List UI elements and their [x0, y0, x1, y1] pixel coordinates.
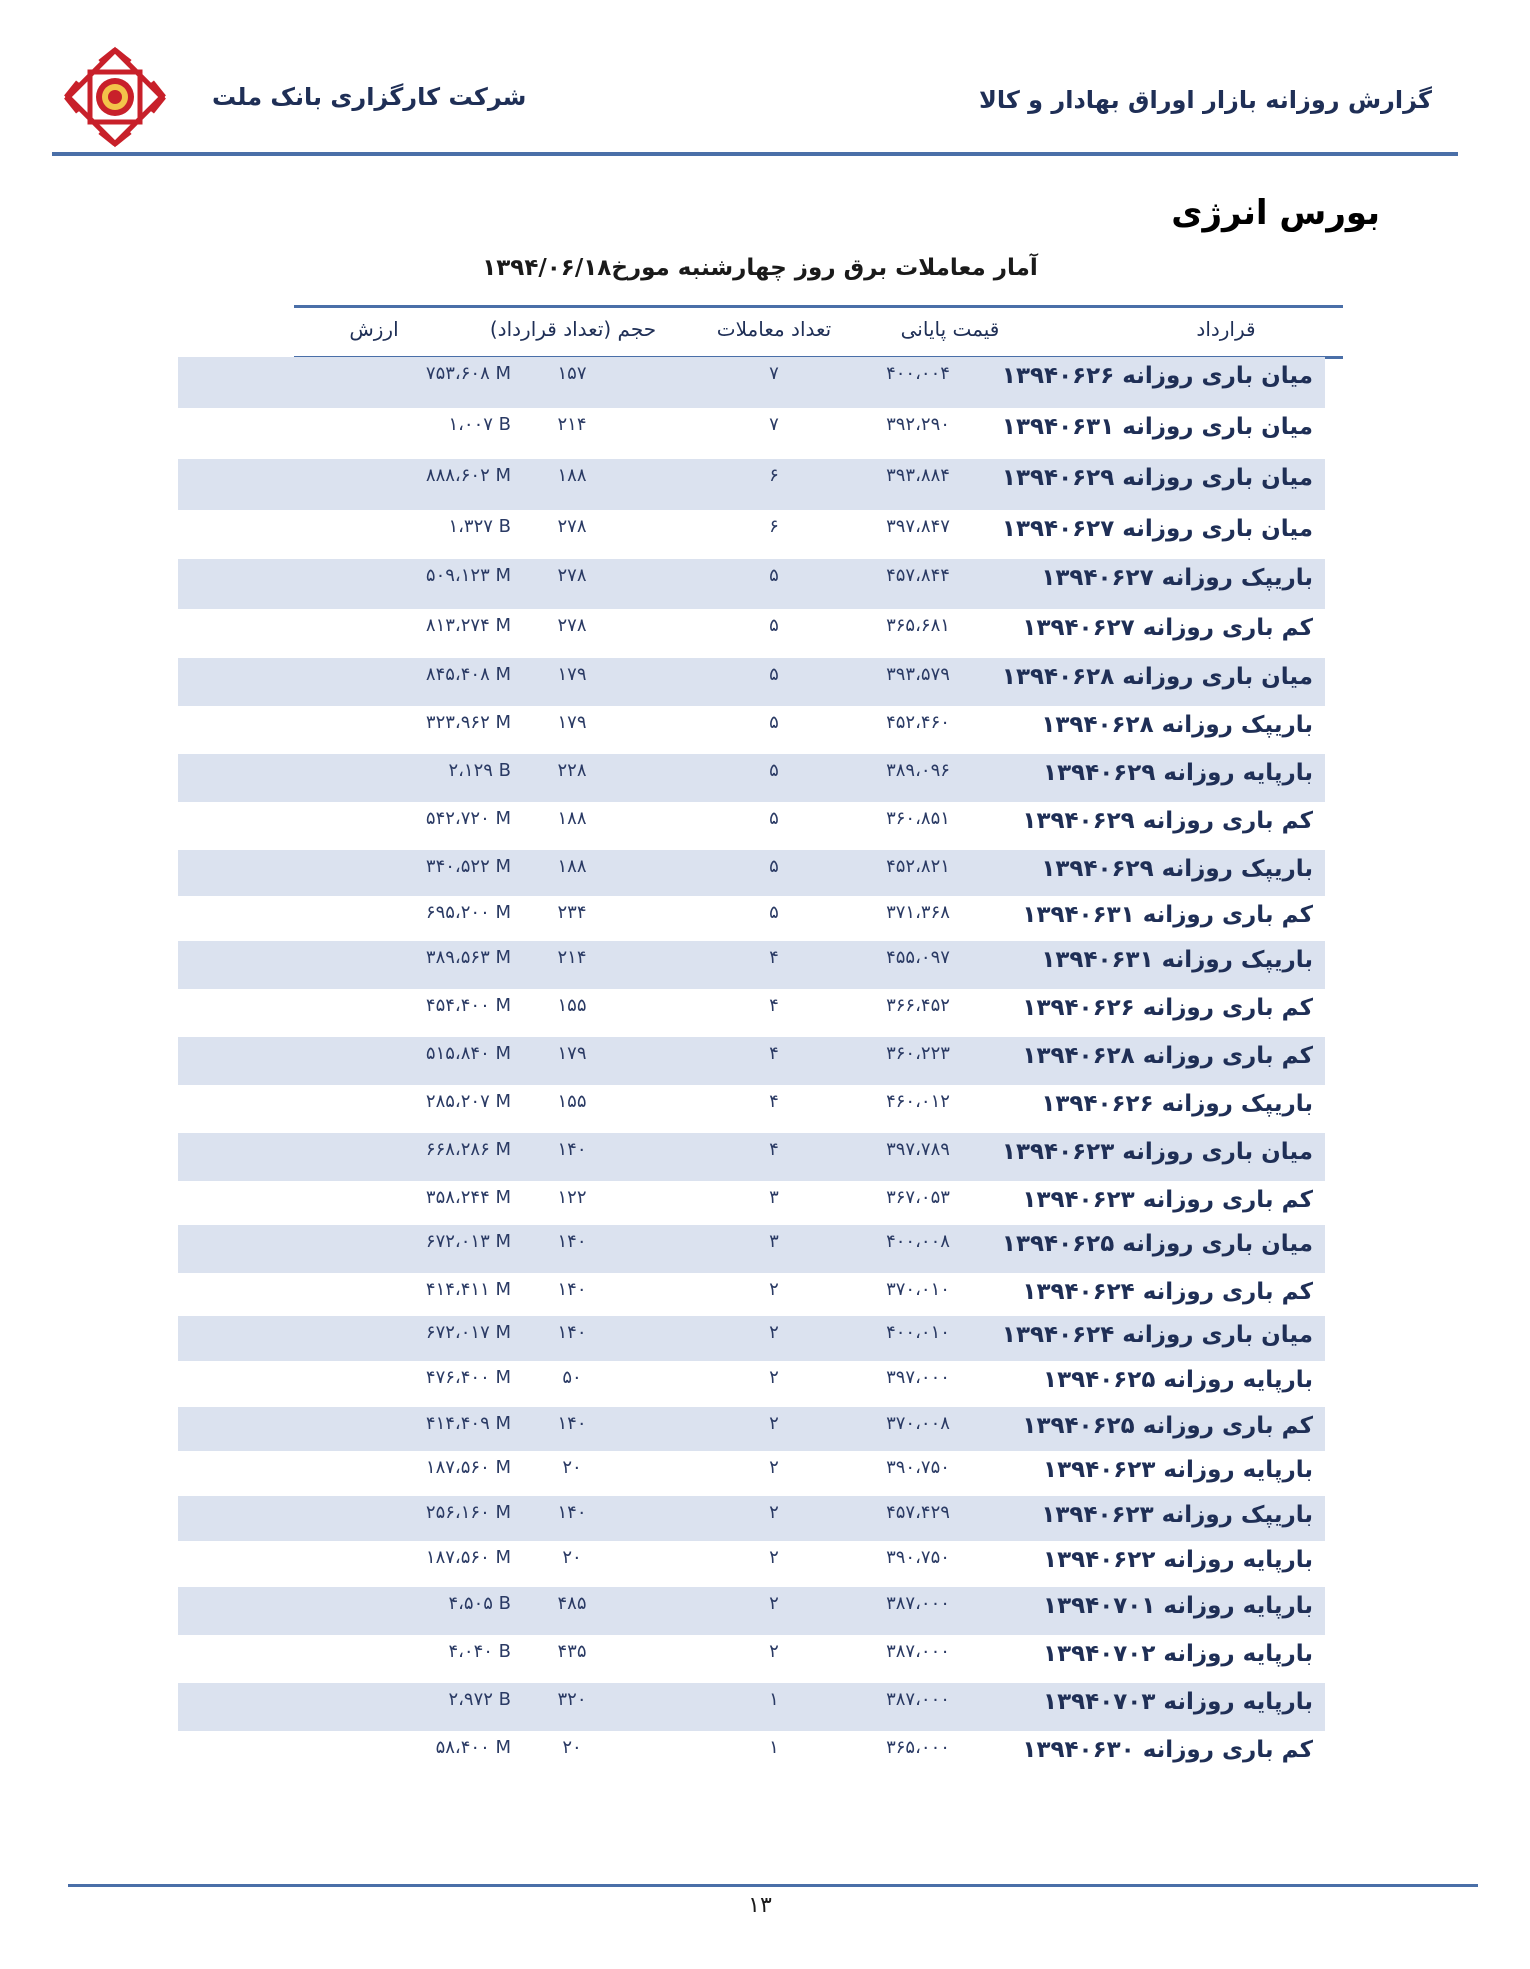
- cell-value: ۴۱۴،۴۰۹ M: [425, 1413, 511, 1434]
- cell-contract: بارپایه روزانه ۱۳۹۴۰۷۰۱: [1043, 1593, 1313, 1619]
- table-row: [178, 754, 1325, 802]
- cell-value: ۴،۰۴۰ B: [448, 1641, 511, 1662]
- cell-final-price: ۳۸۷،۰۰۰: [886, 1641, 950, 1662]
- cell-trade-count: ۵: [769, 565, 779, 586]
- cell-volume: ۱۴۰: [557, 1413, 587, 1434]
- table-caption: آمار معاملات برق روز چهارشنبه مورخ۱۳۹۴/۰۶/۱۸: [482, 255, 1038, 281]
- cell-value: ۵۴۲،۷۲۰ M: [425, 808, 511, 829]
- cell-trade-count: ۲: [769, 1547, 779, 1568]
- report-title: گزارش روزانه بازار اوراق بهادار و کالا: [978, 86, 1432, 114]
- table-row: [178, 609, 1325, 658]
- cell-volume: ۱۷۹: [557, 712, 587, 733]
- cell-contract: باریپک روزانه ۱۳۹۴۰۶۲۹: [1041, 856, 1313, 882]
- cell-contract: بارپایه روزانه ۱۳۹۴۰۶۲۵: [1043, 1367, 1313, 1393]
- cell-value: ۱،۰۰۷ B: [448, 414, 511, 435]
- cell-value: ۸۱۳،۲۷۴ M: [425, 615, 511, 636]
- cell-contract: میان باری روزانه ۱۳۹۴۰۶۲۷: [1001, 516, 1313, 542]
- column-header-trade-count: تعداد معاملات: [716, 317, 832, 341]
- table-row: [178, 357, 1325, 408]
- cell-trade-count: ۵: [769, 856, 779, 877]
- cell-contract: بارپایه روزانه ۱۳۹۴۰۶۲۳: [1043, 1457, 1313, 1483]
- cell-value: ۲۸۵،۲۰۷ M: [425, 1091, 511, 1112]
- cell-trade-count: ۳: [769, 1187, 779, 1208]
- cell-trade-count: ۵: [769, 615, 779, 636]
- cell-final-price: ۳۶۵،۶۸۱: [886, 615, 950, 636]
- table-row: [178, 1085, 1325, 1133]
- cell-contract: باریپک روزانه ۱۳۹۴۰۶۲۳: [1041, 1502, 1313, 1528]
- cell-volume: ۱۲۲: [557, 1187, 587, 1208]
- cell-trade-count: ۵: [769, 760, 779, 781]
- cell-trade-count: ۴: [769, 1091, 779, 1112]
- cell-final-price: ۳۸۷،۰۰۰: [886, 1593, 950, 1614]
- cell-volume: ۲۳۴: [557, 902, 587, 923]
- cell-trade-count: ۲: [769, 1641, 779, 1662]
- table-row: [178, 1587, 1325, 1635]
- cell-contract: کم باری روزانه ۱۳۹۴۰۶۲۴: [1022, 1279, 1313, 1305]
- cell-volume: ۲۱۴: [557, 414, 587, 435]
- cell-final-price: ۳۹۷،۰۰۰: [886, 1367, 950, 1388]
- cell-volume: ۱۸۸: [557, 808, 587, 829]
- cell-value: ۳۲۳،۹۶۲ M: [425, 712, 511, 733]
- cell-final-price: ۳۶۶،۴۵۲: [886, 995, 950, 1016]
- cell-contract: میان باری روزانه ۱۳۹۴۰۶۲۹: [1001, 465, 1313, 491]
- cell-final-price: ۳۹۷،۷۸۹: [886, 1139, 950, 1160]
- cell-trade-count: ۶: [769, 516, 779, 537]
- cell-volume: ۱۴۰: [557, 1322, 587, 1343]
- cell-volume: ۲۰: [562, 1457, 582, 1478]
- cell-trade-count: ۲: [769, 1279, 779, 1300]
- cell-trade-count: ۷: [769, 363, 779, 384]
- cell-contract: کم باری روزانه ۱۳۹۴۰۶۲۳: [1022, 1187, 1313, 1213]
- cell-volume: ۲۷۸: [557, 615, 587, 636]
- column-header-value: ارزش: [349, 317, 399, 341]
- table-row: [178, 1133, 1325, 1181]
- cell-final-price: ۳۶۰،۲۲۳: [886, 1043, 950, 1064]
- cell-value: ۵۰۹،۱۲۳ M: [425, 565, 511, 586]
- cell-trade-count: ۳: [769, 1231, 779, 1252]
- column-header-final-price: قیمت پایانی: [900, 317, 1000, 341]
- cell-trade-count: ۵: [769, 808, 779, 829]
- cell-value: ۴۵۴،۴۰۰ M: [425, 995, 511, 1016]
- cell-volume: ۲۱۴: [557, 947, 587, 968]
- table-row: [178, 1361, 1325, 1407]
- cell-trade-count: ۲: [769, 1413, 779, 1434]
- cell-volume: ۱۴۰: [557, 1502, 587, 1523]
- cell-final-price: ۴۰۰،۰۰۸: [886, 1231, 950, 1252]
- table-row: [178, 1407, 1325, 1451]
- cell-trade-count: ۲: [769, 1593, 779, 1614]
- table-row: [178, 459, 1325, 510]
- cell-contract: کم باری روزانه ۱۳۹۴۰۶۳۰: [1022, 1737, 1313, 1763]
- cell-final-price: ۴۶۰،۰۱۲: [886, 1091, 950, 1112]
- cell-contract: باریپک روزانه ۱۳۹۴۰۶۲۶: [1041, 1091, 1313, 1117]
- table-row: [178, 408, 1325, 459]
- cell-volume: ۵۰: [562, 1367, 582, 1388]
- cell-volume: ۱۸۸: [557, 465, 587, 486]
- cell-contract: کم باری روزانه ۱۳۹۴۰۶۲۹: [1022, 808, 1313, 834]
- cell-volume: ۲۷۸: [557, 565, 587, 586]
- table-row: [178, 1037, 1325, 1085]
- table-row: [178, 559, 1325, 609]
- cell-final-price: ۴۵۷،۸۴۴: [886, 565, 950, 586]
- table-row: [178, 1316, 1325, 1361]
- cell-value: ۲،۱۲۹ B: [448, 760, 511, 781]
- cell-volume: ۲۷۸: [557, 516, 587, 537]
- table-row: [178, 1225, 1325, 1273]
- cell-volume: ۳۲۰: [557, 1689, 587, 1710]
- cell-value: ۱۸۷،۵۶۰ M: [425, 1457, 511, 1478]
- cell-volume: ۱۴۰: [557, 1231, 587, 1252]
- cell-volume: ۱۵۵: [557, 995, 587, 1016]
- cell-value: ۴۱۴،۴۱۱ M: [425, 1279, 511, 1300]
- cell-value: ۴،۵۰۵ B: [448, 1593, 511, 1614]
- column-header-volume: حجم (تعداد قرارداد): [489, 317, 657, 341]
- cell-contract: میان باری روزانه ۱۳۹۴۰۶۲۴: [1001, 1322, 1313, 1348]
- cell-value: ۶۷۲،۰۱۳ M: [425, 1231, 511, 1252]
- cell-final-price: ۳۹۳،۵۷۹: [886, 664, 950, 685]
- cell-volume: ۲۲۸: [557, 760, 587, 781]
- cell-trade-count: ۲: [769, 1457, 779, 1478]
- cell-value: ۸۸۸،۶۰۲ M: [425, 465, 511, 486]
- table-row: [178, 1451, 1325, 1496]
- table-row: [178, 1683, 1325, 1731]
- table-row: [178, 1496, 1325, 1541]
- table-row: [178, 706, 1325, 754]
- cell-value: ۲۵۶،۱۶۰ M: [425, 1502, 511, 1523]
- cell-final-price: ۳۹۰،۷۵۰: [886, 1457, 950, 1478]
- cell-contract: کم باری روزانه ۱۳۹۴۰۶۲۶: [1022, 995, 1313, 1021]
- cell-trade-count: ۴: [769, 995, 779, 1016]
- table-body: [178, 357, 1325, 1780]
- cell-final-price: ۳۶۵،۰۰۰: [886, 1737, 950, 1758]
- cell-final-price: ۴۰۰،۰۱۰: [886, 1322, 950, 1343]
- column-header-contract: قرارداد: [1196, 317, 1256, 341]
- cell-contract: میان باری روزانه ۱۳۹۴۰۶۲۸: [1001, 664, 1313, 690]
- cell-trade-count: ۵: [769, 712, 779, 733]
- cell-contract: کم باری روزانه ۱۳۹۴۰۶۲۵: [1022, 1413, 1313, 1439]
- cell-trade-count: ۵: [769, 902, 779, 923]
- cell-contract: کم باری روزانه ۱۳۹۴۰۶۲۷: [1022, 615, 1313, 641]
- cell-contract: میان باری روزانه ۱۳۹۴۰۶۲۵: [1001, 1231, 1313, 1257]
- cell-contract: بارپایه روزانه ۱۳۹۴۰۶۲۲: [1043, 1547, 1313, 1573]
- cell-trade-count: ۴: [769, 947, 779, 968]
- cell-value: ۲،۹۷۲ B: [448, 1689, 511, 1710]
- cell-trade-count: ۴: [769, 1043, 779, 1064]
- cell-trade-count: ۴: [769, 1139, 779, 1160]
- table-header: [294, 305, 1343, 359]
- cell-final-price: ۴۰۰،۰۰۴: [886, 363, 950, 384]
- table-row: [178, 1731, 1325, 1780]
- table-row: [178, 1635, 1325, 1683]
- table-row: [178, 510, 1325, 559]
- cell-volume: ۲۰: [562, 1547, 582, 1568]
- table-row: [178, 850, 1325, 896]
- cell-trade-count: ۲: [769, 1367, 779, 1388]
- cell-trade-count: ۱: [769, 1737, 779, 1758]
- cell-final-price: ۳۹۳،۸۸۴: [886, 465, 950, 486]
- cell-final-price: ۳۷۱،۳۶۸: [886, 902, 950, 923]
- table-row: [178, 941, 1325, 989]
- cell-final-price: ۳۷۰،۰۱۰: [886, 1279, 950, 1300]
- cell-trade-count: ۲: [769, 1502, 779, 1523]
- cell-value: ۱،۳۲۷ B: [448, 516, 511, 537]
- table-row: [178, 658, 1325, 706]
- table-row: [178, 1273, 1325, 1316]
- cell-value: ۴۷۶،۴۰۰ M: [425, 1367, 511, 1388]
- cell-contract: بارپایه روزانه ۱۳۹۴۰۷۰۳: [1043, 1689, 1313, 1715]
- cell-value: ۶۹۵،۲۰۰ M: [425, 902, 511, 923]
- cell-contract: بارپایه روزانه ۱۳۹۴۰۶۲۹: [1043, 760, 1313, 786]
- table-row: [178, 802, 1325, 850]
- cell-value: ۱۸۷،۵۶۰ M: [425, 1547, 511, 1568]
- table-row: [178, 1181, 1325, 1225]
- cell-volume: ۱۸۸: [557, 856, 587, 877]
- cell-value: ۶۶۸،۲۸۶ M: [425, 1139, 511, 1160]
- cell-contract: باریپک روزانه ۱۳۹۴۰۶۲۸: [1041, 712, 1313, 738]
- cell-final-price: ۳۸۹،۰۹۶: [886, 760, 950, 781]
- cell-value: ۳۵۸،۲۴۴ M: [425, 1187, 511, 1208]
- cell-final-price: ۳۸۷،۰۰۰: [886, 1689, 950, 1710]
- cell-trade-count: ۱: [769, 1689, 779, 1710]
- cell-contract: باریپک روزانه ۱۳۹۴۰۶۳۱: [1041, 947, 1313, 973]
- table-row: [178, 1541, 1325, 1587]
- cell-trade-count: ۲: [769, 1322, 779, 1343]
- cell-final-price: ۴۵۲،۴۶۰: [886, 712, 950, 733]
- cell-volume: ۱۷۹: [557, 664, 587, 685]
- table-row: [178, 896, 1325, 941]
- cell-final-price: ۳۹۰،۷۵۰: [886, 1547, 950, 1568]
- company-name: شرکت کارگزاری بانک ملت: [212, 83, 527, 111]
- cell-contract: میان باری روزانه ۱۳۹۴۰۶۳۱: [1001, 414, 1313, 440]
- cell-final-price: ۴۵۵،۰۹۷: [886, 947, 950, 968]
- cell-value: ۵۸،۴۰۰ M: [435, 1737, 511, 1758]
- cell-value: ۸۴۵،۴۰۸ M: [425, 664, 511, 685]
- header-divider: [52, 152, 1458, 156]
- cell-value: ۶۷۲،۰۱۷ M: [425, 1322, 511, 1343]
- cell-contract: کم باری روزانه ۱۳۹۴۰۶۳۱: [1022, 902, 1313, 928]
- cell-contract: بارپایه روزانه ۱۳۹۴۰۷۰۲: [1043, 1641, 1313, 1667]
- cell-volume: ۴۸۵: [557, 1593, 587, 1614]
- company-logo: [60, 44, 170, 150]
- cell-trade-count: ۷: [769, 414, 779, 435]
- cell-value: ۳۸۹،۵۶۳ M: [425, 947, 511, 968]
- cell-volume: ۱۵۷: [557, 363, 587, 384]
- cell-value: ۵۱۵،۸۴۰ M: [425, 1043, 511, 1064]
- cell-final-price: ۳۹۲،۲۹۰: [886, 414, 950, 435]
- cell-final-price: ۳۶۰،۸۵۱: [886, 808, 950, 829]
- cell-volume: ۱۷۹: [557, 1043, 587, 1064]
- cell-final-price: ۳۹۷،۸۴۷: [886, 516, 950, 537]
- table-row: [178, 989, 1325, 1037]
- cell-volume: ۴۳۵: [557, 1641, 587, 1662]
- cell-contract: کم باری روزانه ۱۳۹۴۰۶۲۸: [1022, 1043, 1313, 1069]
- cell-volume: ۱۴۰: [557, 1279, 587, 1300]
- cell-final-price: ۳۶۷،۰۵۳: [886, 1187, 950, 1208]
- cell-volume: ۱۵۵: [557, 1091, 587, 1112]
- page-number: ۱۳: [748, 1893, 772, 1918]
- cell-trade-count: ۵: [769, 664, 779, 685]
- cell-volume: ۲۰: [562, 1737, 582, 1758]
- cell-value: ۳۴۰،۵۲۲ M: [425, 856, 511, 877]
- cell-final-price: ۴۵۷،۴۲۹: [886, 1502, 950, 1523]
- cell-final-price: ۴۵۲،۸۲۱: [886, 856, 950, 877]
- cell-value: ۷۵۳،۶۰۸ M: [425, 363, 511, 384]
- cell-contract: میان باری روزانه ۱۳۹۴۰۶۲۶: [1001, 363, 1313, 389]
- cell-trade-count: ۶: [769, 465, 779, 486]
- cell-contract: باریپک روزانه ۱۳۹۴۰۶۲۷: [1041, 565, 1313, 591]
- section-heading: بورس انرژی: [1171, 193, 1380, 233]
- cell-volume: ۱۴۰: [557, 1139, 587, 1160]
- cell-final-price: ۳۷۰،۰۰۸: [886, 1413, 950, 1434]
- cell-contract: میان باری روزانه ۱۳۹۴۰۶۲۳: [1001, 1139, 1313, 1165]
- footer-divider: [68, 1884, 1478, 1887]
